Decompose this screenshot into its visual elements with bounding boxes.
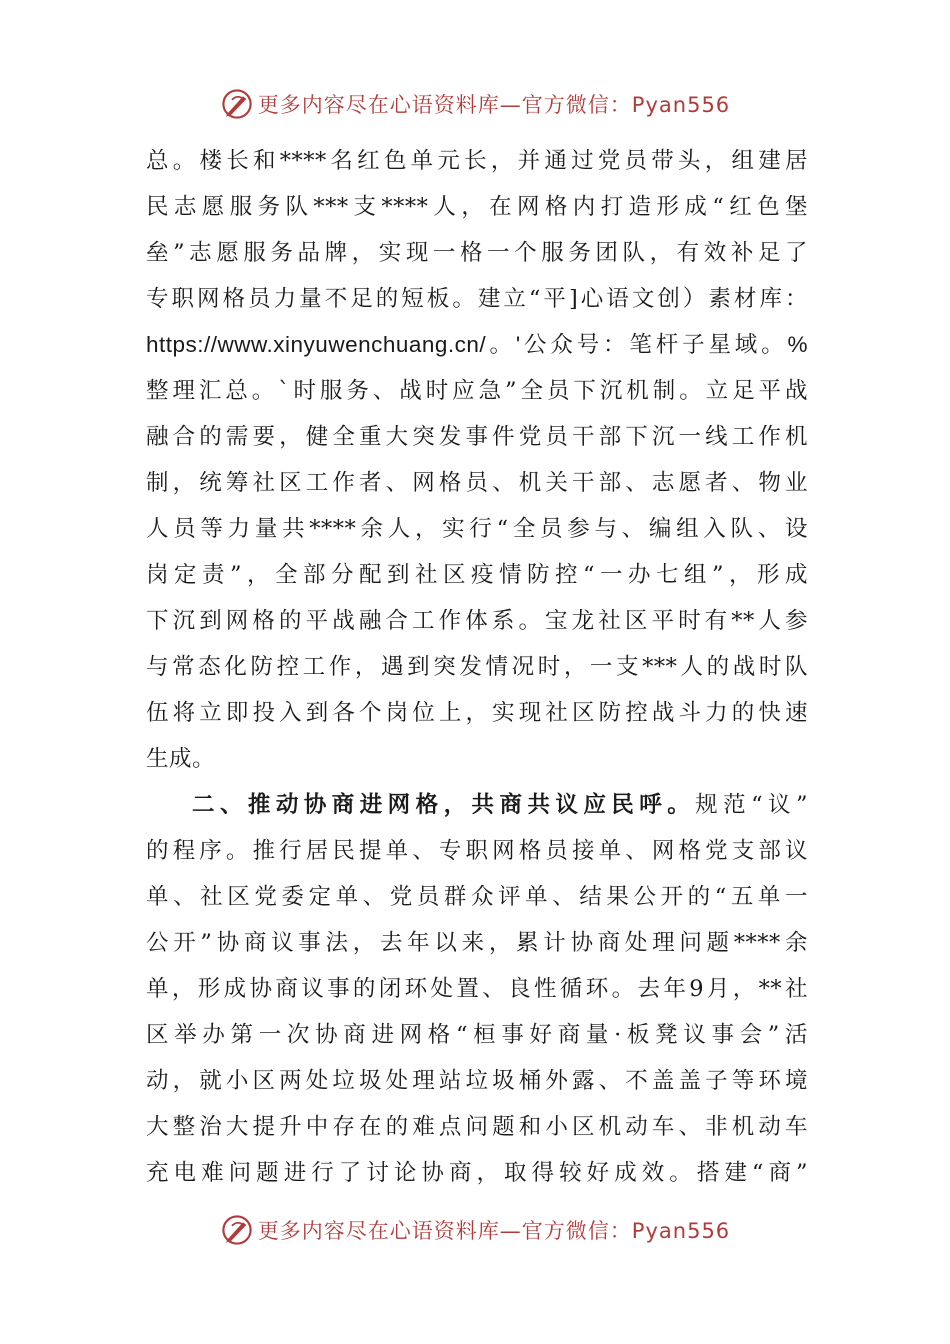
text-line: 区举办第一次协商进网格“桓事好商量·板凳议事会”活 (146, 1022, 808, 1048)
text-line: 整理汇总。`时服务、战时应急”全员下沉机制。立足平战 (146, 378, 808, 404)
text-line: 下沉到网格的平战融合工作体系。宝龙社区平时有**人参 (146, 608, 808, 634)
footer-banner (0, 1210, 950, 1250)
text-line: 生成。 (146, 746, 216, 772)
text-line: 融合的需要，健全重大突发事件党员干部下沉一线工作机 (146, 424, 808, 450)
text-line: 伍将立即投入到各个岗位上，实现社区防控战斗力的快速 (146, 700, 808, 726)
document-body (146, 138, 808, 1196)
text-line: 大整治大提升中存在的难点问题和小区机动车、非机动车 (146, 1114, 808, 1140)
text-line-url: https://www.xinyuwenchuang.cn/。'公众号：笔杆子星域。% (146, 332, 808, 357)
text-line: 民志愿服务队***支****人，在网格内打造形成“红色堡 (146, 194, 808, 220)
section-heading-line (146, 782, 808, 828)
banner-text: 更多内容尽在心语资料库—官方微信：Pyan556 (257, 1219, 731, 1243)
pen-logo-icon (220, 87, 254, 121)
text-line: 充电难问题进行了讨论协商，取得较好成效。搭建“商” (146, 1160, 808, 1186)
text-line: 单、社区党委定单、党员群众评单、结果公开的“五单一 (146, 884, 808, 910)
pen-logo-icon (220, 1213, 254, 1247)
section-heading: 二、推动协商进网格，共商共议应民呼。 (192, 792, 696, 818)
text-line: 总。楼长和****名红色单元长，并通过党员带头，组建居 (146, 148, 808, 174)
header-banner (0, 84, 950, 124)
banner-text: 更多内容尽在心语资料库—官方微信：Pyan556 (257, 93, 731, 117)
text-line: 人员等力量共****余人，实行“全员参与、编组入队、设 (146, 516, 808, 542)
text-line: 专职网格员力量不足的短板。建立“平]心语文创）素材库： (146, 286, 808, 312)
text-line: 垒”志愿服务品牌，实现一格一个服务团队，有效补足了 (146, 240, 808, 266)
text-line: 与常态化防控工作，遇到突发情况时，一支***人的战时队 (146, 654, 808, 680)
text-line: 公开”协商议事法，去年以来，累计协商处理问题****余 (146, 930, 808, 956)
text-line: 动，就小区两处垃圾处理站垃圾桶外露、不盖盖子等环境 (146, 1068, 808, 1094)
heading-line-rest: 规范“议” (695, 792, 808, 818)
text-line: 单，形成协商议事的闭环处置、良性循环。去年9月，**社 (146, 976, 808, 1002)
text-line: 制，统筹社区工作者、网格员、机关干部、志愿者、物业 (146, 470, 808, 496)
text-line: 岗定责”，全部分配到社区疫情防控“一办七组”，形成 (146, 562, 808, 588)
text-line: 的程序。推行居民提单、专职网格员接单、网格党支部议 (146, 838, 808, 864)
